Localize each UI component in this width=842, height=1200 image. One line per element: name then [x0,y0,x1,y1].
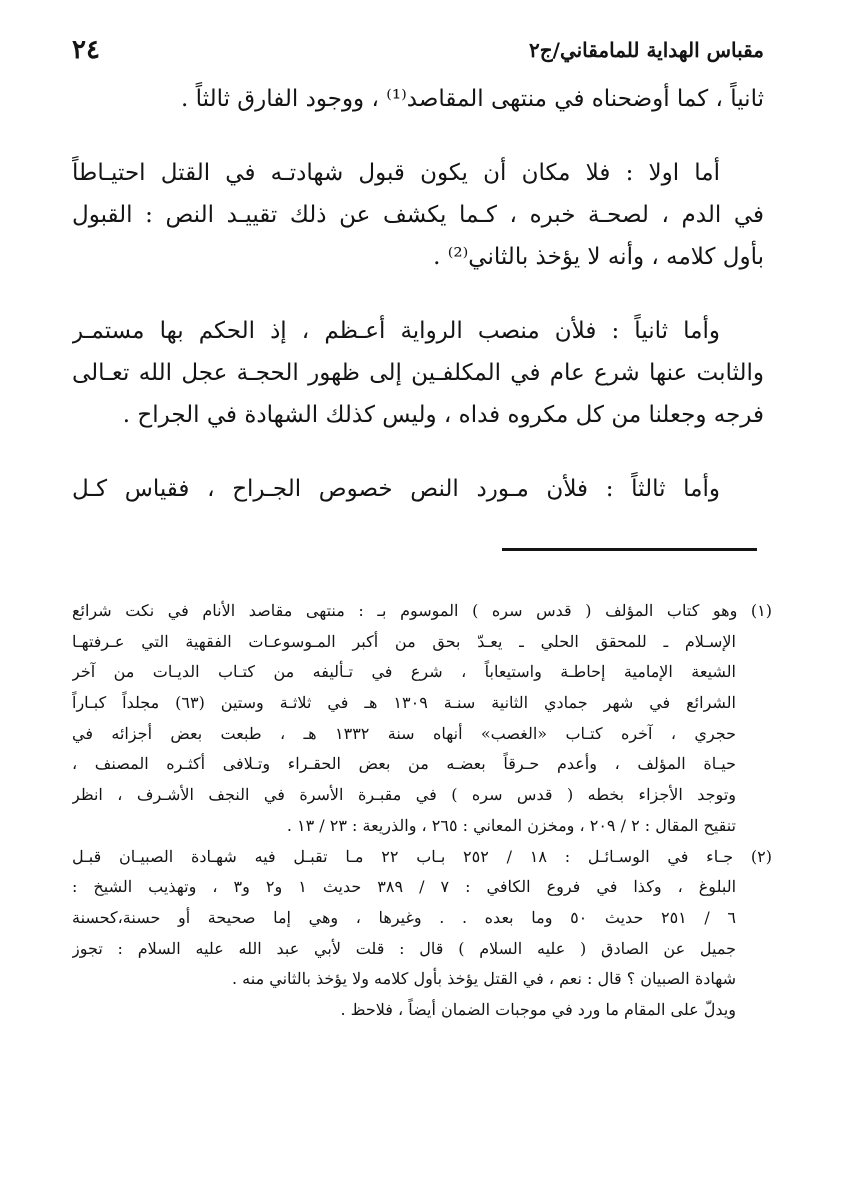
footnote-1-line-5: حجري ، آخره كتـاب «الغصب» أنهاه سنة ١٣٣٢ هـ ، طبعت بعض أجزائه في [72,723,737,743]
footnote-2-line-5: شهادة الصبيان ؟ قال : نعم ، في القتل يؤخذ بأول كلامه ولا يؤخذ بالثاني منه . [232,969,736,989]
footnote-2-line-3: ٦ / ٢٥١ حديث ٥٠ وما بعده . . وغيرها ، وهي إما صحيحة أو حسنة،كحسنة [72,907,736,927]
footnote-2-line-4: جميل عن الصادق ( عليه السلام ) قال : قلت لأبي عبد الله عليه السلام : تجوز [72,938,736,958]
footnote-1-line-6: حيـاة المؤلف ، وأعدم حـرقاً بعضـه من بعض الحقـراء وتـلافى أكثـره المصنف ، [72,754,736,774]
footnote-1-line-4: الشرائع في شهر جمادي الثانية سنـة ١٣٠٩ هـ في ثلاثـة وستين (٦٣) مجلداً كبـاراً [72,693,737,713]
paragraph-1-line-1: ثانياً ، كما أوضحناه في منتهى المقاصد⁽¹⁾ ، ووجود الفارق ثالثاً . [181,86,764,112]
footnote-1-line-3: الشيعة الإمامية إحاطـة واستيعاباً ، شرع في تـأليفه من كتـاب الديـات من آخر [72,662,736,682]
footnotes [72,596,772,1026]
footnote-separator [502,548,757,551]
main-text [72,78,764,510]
paragraph-3-line-1: وأما ثانياً : فلأن منصب الرواية أعـظم ، إذ الحكم بها مستمـر [72,318,720,344]
page-number: ٢٤ [72,35,100,65]
footnote-1-line-7: وتوجد الأجزاء بخطه ( قدس سره ) في مقبـرة الأسرة في النجف الأشـرف ، انظر [72,785,736,805]
footnote-1-line-8: تنقيح المقال : ٢ / ٢٠٩ ، ومخزن المعاني : ٢٦٥ ، والذريعة : ٢٣ / ١٣ . [286,815,736,835]
paragraph-3-line-3: فرجه وجعلنا من كل مكروه فداه ، وليس كذلك الشهادة في الجراح . [122,402,764,428]
paragraph-2-line-3: بأول كلامه ، وأنه لا يؤخذ بالثاني⁽²⁾ . [433,244,764,270]
paragraph-4-line-1: وأما ثالثاً : فلأن مـورد النص خصوص الجـراح ، فقياس كـل [72,476,720,502]
paragraph-2-line-2: في الدم ، لصحـة خبره ، كـما يكشف عن ذلك تقييـد النص : القبول [72,202,764,228]
footnote-2-line-2: البلوغ ، وكذا في فروع الكافي : ٧ / ٣٨٩ حديث ١ و٢ و٣ ، وتهذيب الشيخ : [72,877,737,897]
footnote-2-line-6: ويدلّ على المقام ما ورد في موجبات الضمان أيضاً ، فلاحظ . [340,999,736,1019]
footnote-1-line-1: (١) وهو كتاب المؤلف ( قدس سره ) الموسوم بـ : منتهى مقاصد الأنام في نكت شرائع [72,601,772,620]
footnote-1-line-2: الإسـلام ـ للمحقق الحلي ـ يعـدّ بحق من أكبر المـوسوعـات الفقهية التي عـرفتهـا [72,631,736,651]
paragraph-2-line-1: أما اولا : فلا مكان أن يكون قبول شهادتـه في القتل احتيـاطاً [72,160,720,186]
page-header [72,30,764,70]
paragraph-3-line-2: والثابت عنها شرع عام في المكلفـين إلى ظهور الحجـة عجل الله تعـالى [72,360,764,386]
running-title: مقباس الهداية للمامقاني/ج٢ [528,38,764,62]
footnote-2-line-1: (٢) جـاء في الوسـائـل : ١٨ / ٢٥٢ بـاب ٢٢ مـا تقبـل فيه شهـادة الصبيـان قبـل [72,846,772,866]
